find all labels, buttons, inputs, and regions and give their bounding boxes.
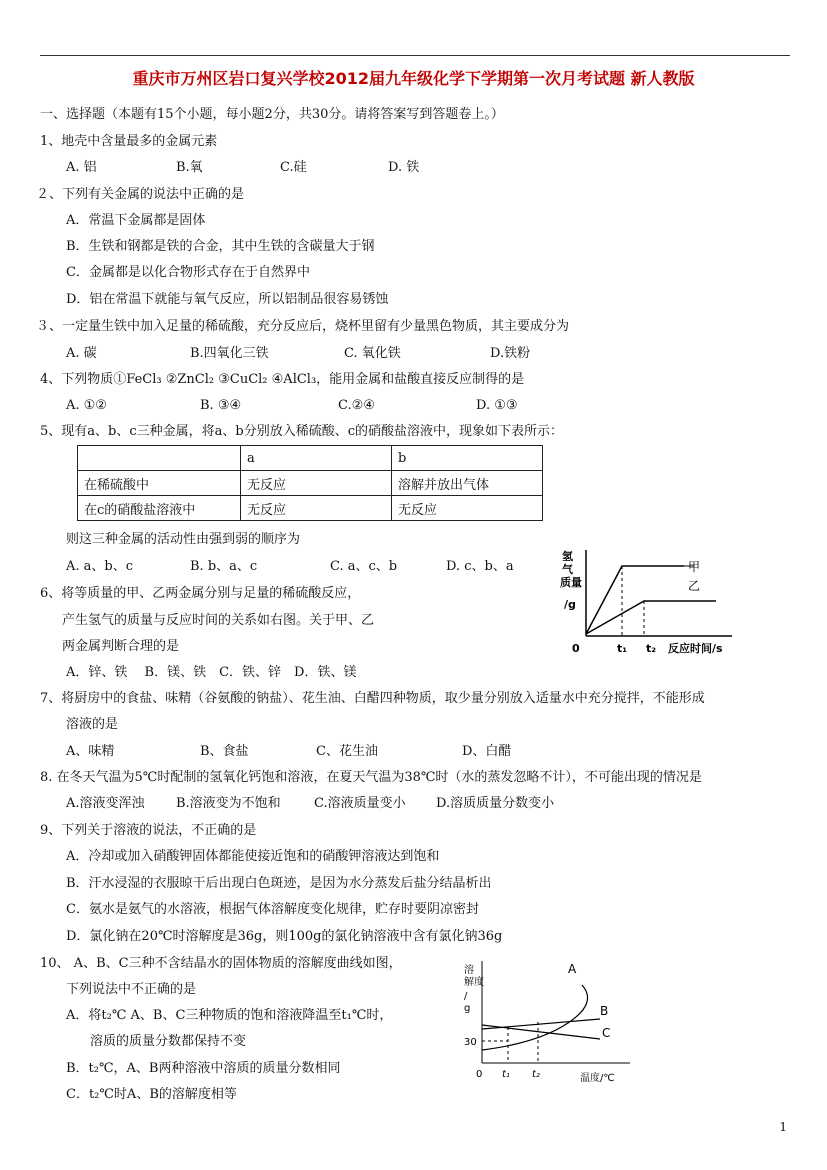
q6-stem-3: 两金属判断合理的是 xyxy=(62,639,180,654)
q4-stem: 4、下列物质①FeCl₃ ②ZnCl₂ ③CuCl₂ ④AlCl₃，能用金属和盐酸直接反应制得的是 xyxy=(40,372,525,387)
q10-t2: t₂ xyxy=(532,1069,540,1080)
q10-option-a-1: A．将t₂℃ A、B、C三种物质的饱和溶液降温至t₁℃时， xyxy=(66,1008,393,1023)
q9-stem: 9、下列关于溶液的说法，不正确的是 xyxy=(40,823,257,838)
q10-solubility-graph xyxy=(460,955,640,1087)
q2-option-c: C．金属都是以化合物形式存在于自然界中 xyxy=(66,265,310,280)
q4-option-b: B. ③④ xyxy=(200,398,242,413)
header-rule xyxy=(40,55,790,56)
q6-ylabel-3: 质量 xyxy=(560,576,582,589)
q10-option-b: B．t₂℃，A、B两种溶液中溶质的质量分数相同 xyxy=(66,1061,341,1076)
q1-option-d: D. 铁 xyxy=(388,160,420,175)
q1-option-b: B.氧 xyxy=(176,160,203,175)
q5-option-c: C. a、c、b xyxy=(330,559,398,574)
table-cell: 在稀硫酸中 xyxy=(78,471,241,496)
q3-option-a: A. 碳 xyxy=(66,346,97,361)
q10-option-a-2: 溶质的质量分数都保持不变 xyxy=(90,1034,247,1049)
q6-label-yi: 乙 xyxy=(688,579,701,593)
q10-ylabel-4: g xyxy=(464,1003,471,1014)
q2-option-d: D．铝在常温下就能与氧气反应，所以铝制品很容易锈蚀 xyxy=(66,292,389,307)
q10-label-b: B xyxy=(600,1004,609,1018)
table-cell: 无反应 xyxy=(241,496,392,521)
q10-label-c: C xyxy=(602,1026,611,1040)
q7-stem-2: 溶液的是 xyxy=(66,717,119,732)
q5-option-a: A. a、b、c xyxy=(66,559,134,574)
q4-option-c: C.②④ xyxy=(338,398,375,413)
q6-ylabel-1: 氢 xyxy=(562,550,573,563)
q7-option-d: D、白醋 xyxy=(462,744,512,759)
q1-stem: 1、地壳中含量最多的金属元素 xyxy=(40,134,218,149)
q8-option-b: B.溶液变为不饱和 xyxy=(176,796,281,811)
q6-hydrogen-graph xyxy=(560,546,740,658)
q10-option-c: C．t₂℃时A、B的溶解度相等 xyxy=(66,1087,237,1102)
q9-option-a: A．冷却或加入硝酸钾固体都能使接近饱和的硝酸钾溶液达到饱和 xyxy=(66,849,440,864)
q5-stem: 5、现有a、b、c三种金属，将a、b分别放入稀硫酸、c的硝酸盐溶液中，现象如下表所示： xyxy=(40,424,563,439)
q3-option-c: C. 氧化铁 xyxy=(344,346,401,361)
q8-option-d: D.溶质质量分数变小 xyxy=(436,796,555,811)
page-title: 重庆市万州区岩口复兴学校2012届九年级化学下学期第一次月考试题 新人教版 xyxy=(132,69,695,88)
q10-t1: t₁ xyxy=(502,1069,510,1080)
table-cell: 无反应 xyxy=(392,496,543,521)
q4-option-d: D. ①③ xyxy=(476,398,518,413)
q2-option-a: A．常温下金属都是固体 xyxy=(66,213,206,228)
q6-t1: t₁ xyxy=(617,642,628,655)
page-number: 1 xyxy=(779,1120,787,1134)
q9-option-d: D．氯化钠在20℃时溶解度是36g，则100g的氯化钠溶液中含有氯化钠36g xyxy=(66,929,503,944)
q6-stem-1: 6、将等质量的甲、乙两金属分别与足量的稀硫酸反应， xyxy=(40,586,361,601)
q6-origin: 0 xyxy=(572,642,580,655)
table-row xyxy=(78,446,543,471)
q2-option-b: B．生铁和钢都是铁的合金，其中生铁的含碳量大于钢 xyxy=(66,239,375,254)
q8-stem: 8. 在冬天气温为5℃时配制的氢氧化钙饱和溶液，在夏天气温为38℃时（水的蒸发忽略不计），不可能出现的情况是 xyxy=(40,770,702,785)
q7-option-b: B、食盐 xyxy=(200,744,249,759)
q3-option-b: B.四氧化三铁 xyxy=(190,346,269,361)
q2-stem: ２、下列有关金属的说法中正确的是 xyxy=(36,187,245,202)
table-cell: 在c的硝酸盐溶液中 xyxy=(78,496,241,521)
q7-stem-1: 7、将厨房中的食盐、味精（谷氨酸的钠盐）、花生油、白醋四种物质，取少量分别放入适量水中充分搅拌，不能形成 xyxy=(40,691,705,706)
q1-option-a: A. 铝 xyxy=(66,160,97,175)
table-cell: 无反应 xyxy=(241,471,392,496)
table-cell xyxy=(78,446,241,471)
q10-ylabel-2: 解度 xyxy=(464,977,484,988)
q5-follow: 则这三种金属的活动性由强到弱的顺序为 xyxy=(66,532,301,547)
q6-label-jia: 甲 xyxy=(688,560,701,574)
q10-stem-1: 10、 A、B、C三种不含结晶水的固体物质的溶解度曲线如图， xyxy=(40,956,402,971)
q5-option-d: D. c、b、a xyxy=(446,559,514,574)
q6-t2: t₂ xyxy=(646,642,657,655)
q6-xlabel: 反应时间/s xyxy=(668,642,723,655)
q6-ylabel-4: /g xyxy=(564,598,576,611)
q10-origin: 0 xyxy=(476,1069,483,1080)
q9-option-b: B．汗水浸湿的衣服晾干后出现白色斑迹，是因为水分蒸发后盐分结晶析出 xyxy=(66,876,492,891)
q1-option-c: C.硅 xyxy=(280,160,307,175)
q4-option-a: A. ①② xyxy=(66,398,107,413)
q10-xlabel: 温度/℃ xyxy=(580,1073,615,1084)
q10-ylabel-3: / xyxy=(464,991,468,1002)
q3-option-d: D.铁粉 xyxy=(490,346,531,361)
table-row xyxy=(78,471,543,496)
table-cell: b xyxy=(392,446,543,471)
q3-stem: ３、一定量生铁中加入足量的稀硫酸，充分反应后，烧杯里留有少量黑色物质，其主要成分为 xyxy=(36,319,570,334)
q5-option-b: B. b、a、c xyxy=(190,559,258,574)
table-cell: a xyxy=(241,446,392,471)
q6-ylabel-2: 气 xyxy=(562,563,573,576)
q7-option-c: C、花生油 xyxy=(316,744,378,759)
q9-option-c: C．氨水是氨气的水溶液，根据气体溶解度变化规律，贮存时要阴凉密封 xyxy=(66,902,479,917)
q8-option-c: C.溶液质量变小 xyxy=(314,796,406,811)
q10-ylabel-1: 溶 xyxy=(464,965,474,976)
q7-option-a: A、味精 xyxy=(66,744,115,759)
table-row xyxy=(78,496,543,521)
q6-stem-2: 产生氢气的质量与反应时间的关系如右图。关于甲、乙 xyxy=(62,613,375,628)
q10-y30: 30 xyxy=(464,1037,477,1048)
q8-option-a: A.溶液变浑浊 xyxy=(66,796,145,811)
table-cell: 溶解并放出气体 xyxy=(392,471,543,496)
q10-label-a: A xyxy=(568,962,577,976)
section-header: 一、选择题（本题有15个小题，每小题2分，共30分。请将答案写到答题卷上。） xyxy=(40,107,504,122)
q6-options: A．锌、铁 B．镁、铁 C．铁、锌 D．铁、镁 xyxy=(66,665,357,680)
q5-table xyxy=(77,445,543,521)
q10-stem-2: 下列说法中不正确的是 xyxy=(66,982,197,997)
